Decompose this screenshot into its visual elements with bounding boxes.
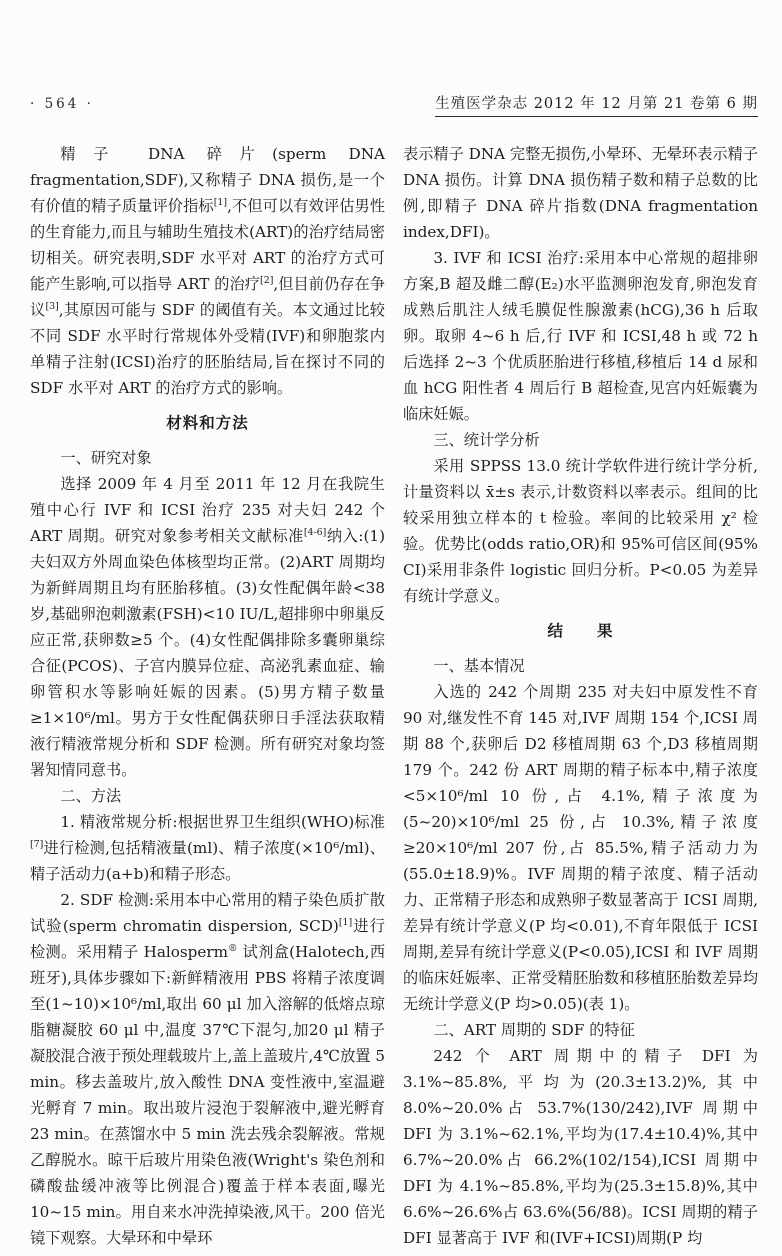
subheading-statistical-analysis: 三、统计学分析	[433, 431, 540, 449]
intro-paragraph: 精子 DNA 碎片(sperm DNA fragmentation,SDF),又称精子 DNA 损伤,是一个有价值的精子质量评价指标[1],不但可以有效评估男性的生育能力,而且与辅助生殖技术(ART)的治疗结局密切相关。研究表明,SDF 水平对 ART 的治疗方式可能产生影响,可以指导 ART 的治疗[2],但目前仍存在争议[3],其原因可能与 SDF 的阈值有关。本文通过比较不同 SDF 水平时行常规体外受精(IVF)和卵胞浆内单精子注射(ICSI)治疗的胚胎结局,旨在探讨不同的 SDF 水平对 ART 的治疗方式的影响。	[30, 145, 386, 397]
basic-info-paragraph: 入选的 242 个周期 235 对夫妇中原发性不育 90 对,继发性不育 145 对,IVF 周期 154 个,ICSI 周期 88 个,获卵后 D2 移植周期 63 个,D3 移植周期 179 个。242 份 ART 周期的精子标本中,精子浓度<5×10⁶/ml 10 份,占 4.1%,精子浓度为(5~20)×10⁶/ml 25 份,占 10.3%,精子浓度≥20×10⁶/ml 207 份,占 85.5%,精子活动力为(55.0±18.9)%。IVF 周期的精子浓度、精子活动力、正常精子形态和成熟卵子数显著高于 ICSI 周期,差异有统计学意义(P 均<0.01),不育年限低于 ICSI 周期,差异有统计学意义(P<0.05),ICSI 和 IVF 周期的临床妊娠率、正常受精胚胎数和移植胚胎数差异均无统计学意义(P 均>0.05)(表 1)。	[403, 683, 758, 1013]
right-column	[403, 141, 758, 1251]
sdf-features-paragraph: 242 个 ART 周期中的精子 DFI 为 3.1%~85.8%,平均为(20.3±13.2)%,其中 8.0%~20.0%占 53.7%(130/242),IVF 周期中 DFI 为 3.1%~62.1%,平均为(17.4±10.4)%,其中 6.7%~20.0%占 66.2%(102/154),ICSI 周期中 DFI 为 4.1%~85.8%,平均为(25.3±15.8)%,其中 6.6%~26.6%占 63.6%(56/88)。ICSI 周期的精子 DFI 显著高于 IVF 和(IVF+ICSI)周期(P 均	[403, 1047, 758, 1247]
ivf-icsi-treatment-paragraph: 3. IVF 和 ICSI 治疗:采用本中心常规的超排卵方案,B 超及雌二醇(E₂)水平监测卵泡发育,卵泡发育成熟后肌注人绒毛膜促性腺激素(hCG),36 h 后取卵。取卵 4~6 h 后,行 IVF 和 ICSI,48 h 或 72 h后选择 2~3 个优质胚胎进行移植,移植后 14 d 尿和血 hCG 阳性者 4 周后行 B 超检查,见宫内妊娠囊为临床妊娠。	[403, 249, 758, 423]
study-subjects-paragraph: 选择 2009 年 4 月至 2011 年 12 月在我院生殖中心行 IVF 和 ICSI 治疗 235 对夫妇 242 个 ART 周期。研究对象参考相关文献标准[4-6]纳入:(1)夫妇双方外周血染色体核型均正常。(2)ART 周期均为新鲜周期且均有胚胎移植。(3)女性配偶年龄<38 岁,基础卵泡刺激素(FSH)<10 IU/L,超排卵中卵巢反应正常,获卵数≥5 个。(4)女性配偶排除多囊卵巢综合征(PCOS)、子宫内膜异位症、高泌乳素血症、输卵管积水等影响妊娠的因素。(5)男方精子数量≥1×10⁶/ml。男方于女性配偶获卵日手淫法获取精液行精液常规分析和 SDF 检测。所有研究对象均签署知情同意书。	[30, 475, 386, 779]
subheading-study-subjects: 一、研究对象	[60, 449, 152, 467]
page-header	[30, 92, 758, 117]
left-column	[30, 141, 385, 1251]
materials-methods-heading: 材料和方法	[166, 414, 249, 432]
subheading-methods: 二、方法	[60, 787, 122, 805]
sdf-detection-paragraph: 2. SDF 检测:采用本中心常用的精子染色质扩散试验(sperm chromatin dispersion, SCD)[1]进行检测。采用精子 Halosperm® 试剂盒(Halotech,西班牙),具体步骤如下:新鲜精液用 PBS 将精子浓度调至(1~10)×10⁶/ml,取出 60 μl 加入溶解的低熔点琼脂糖凝胶 60 μl 中,温度 37℃下混匀,加20 μl 精子凝胶混合液于预处理载玻片上,盖上盖玻片,4℃放置 5 min。移去盖玻片,放入酸性 DNA 变性液中,室温避光孵育 7 min。取出玻片浸泡于裂解液中,避光孵育 23 min。在蒸馏水中 5 min 洗去残余裂解液。常规乙醇脱水。晾干后玻片用染色液(Wright's 染色剂和磷酸盐缓冲液等比例混合)覆盖于样本表面,曝光 10~15 min。用自来水冲洗掉染液,风干。200 倍光镜下观察。大晕环和中晕环	[30, 891, 386, 1247]
sdf-detection-continued-paragraph: 表示精子 DNA 完整无损伤,小晕环、无晕环表示精子 DNA 损伤。计算 DNA 损伤精子数和精子总数的比例,即精子 DNA 碎片指数(DNA fragmentation index,DFI)。	[403, 145, 758, 241]
subheading-sdf-features: 二、ART 周期的 SDF 的特征	[433, 1021, 635, 1039]
statistical-analysis-paragraph: 采用 SPPSS 13.0 统计学软件进行统计学分析,计量资料以 x̄±s 表示,计数资料以率表示。组间的比较采用独立样本的 t 检验。率间的比较采用 χ² 检验。优势比(odds ratio,OR)和 95%可信区间(95% CI)采用非条件 logistic 回归分析。P<0.05 为差异有统计学意义。	[403, 457, 758, 605]
semen-analysis-paragraph: 1. 精液常规分析:根据世界卫生组织(WHO)标准[7]进行检测,包括精液量(ml)、精子浓度(×10⁶/ml)、精子活动力(a+b)和精子形态。	[30, 813, 385, 883]
journal-title: 生殖医学杂志 2012 年 12 月第 21 卷第 6 期	[435, 92, 758, 117]
page-number: · 564 ·	[30, 96, 94, 112]
article-columns	[30, 141, 758, 1251]
results-heading: 结 果	[547, 622, 614, 640]
subheading-basic-info: 一、基本情况	[433, 657, 525, 675]
